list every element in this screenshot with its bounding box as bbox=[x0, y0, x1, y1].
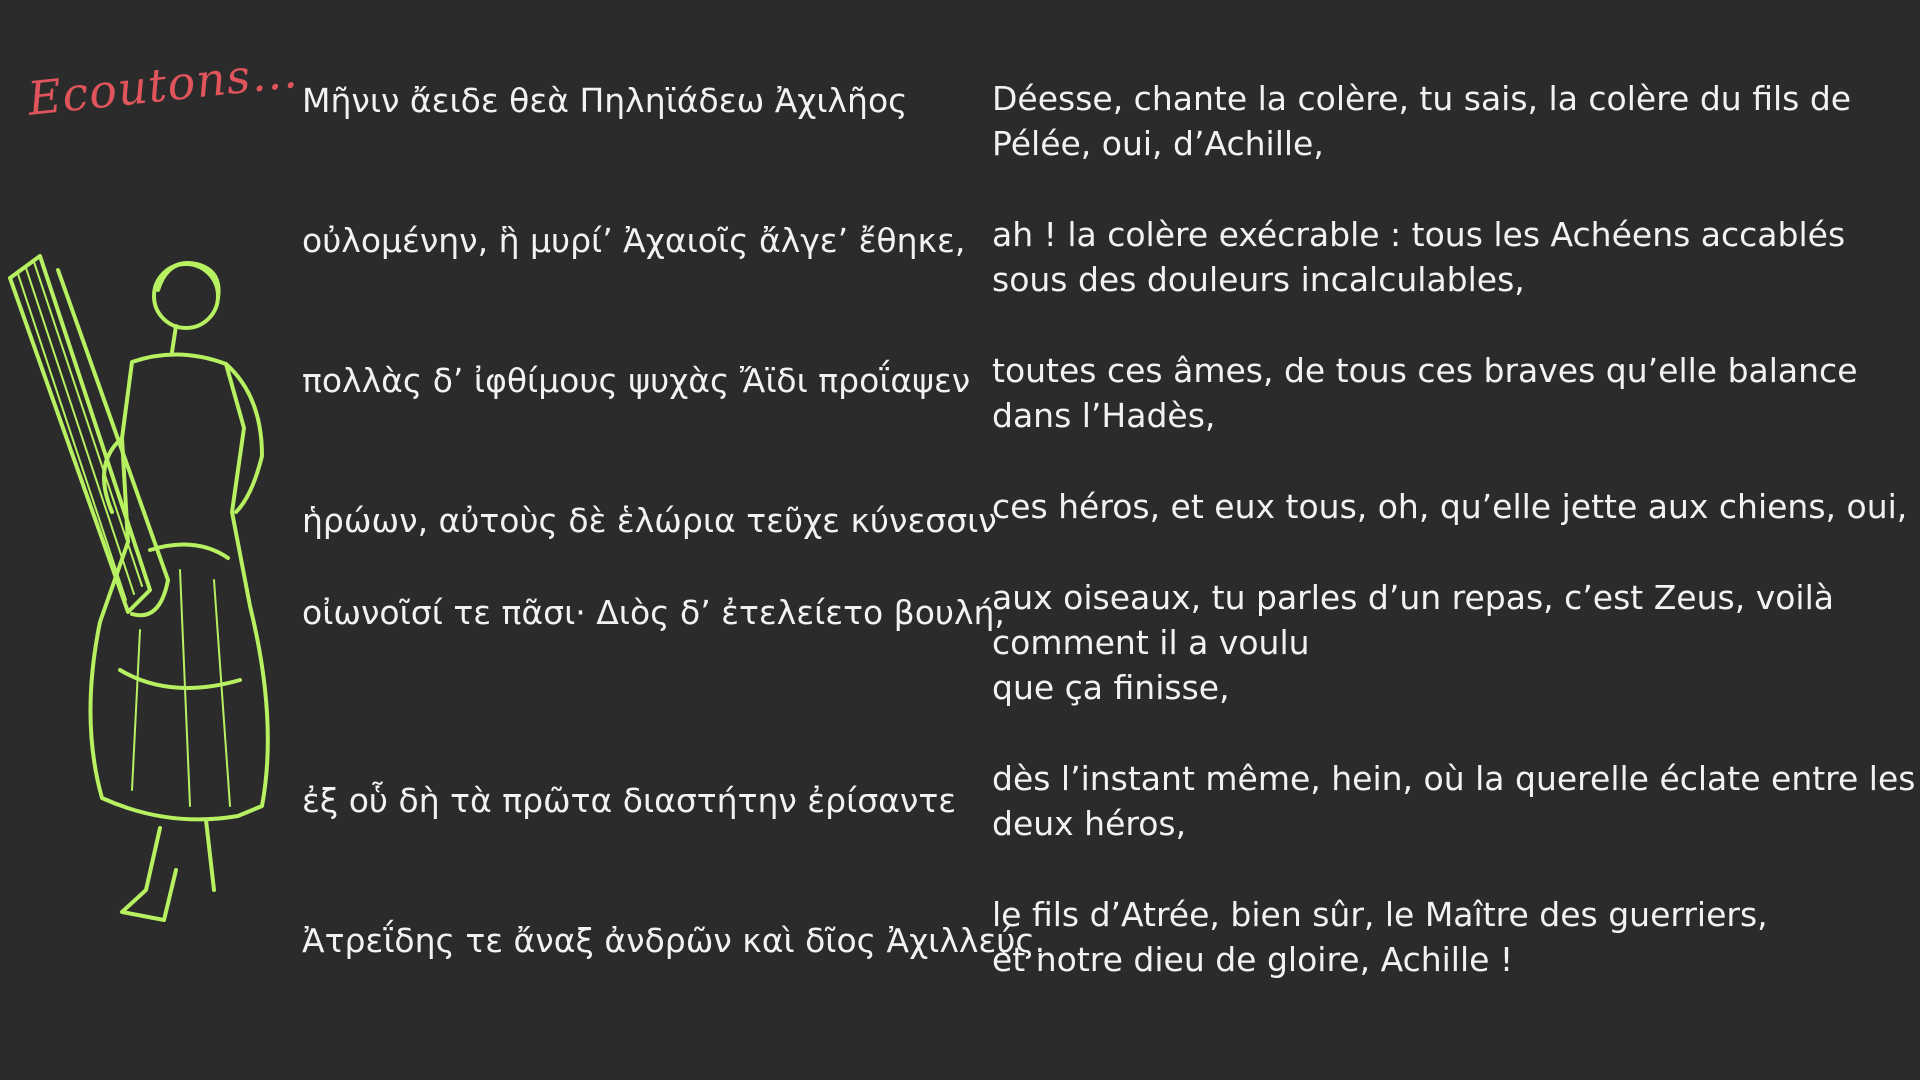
french-verse-5-line-3: que ça finisse, bbox=[992, 668, 1230, 707]
french-verse-7-line-2: et notre dieu de gloire, Achille ! bbox=[992, 940, 1514, 979]
french-verse-2-line-1: ah ! la colère exécrable : tous les Achéens accablés bbox=[992, 215, 1846, 254]
greek-verse-4: ἡρώων, αὐτοὺς δὲ ἑλώρια τεῦχε κύνεσσιν bbox=[302, 501, 997, 540]
greek-verse-2: οὐλομένην, ἣ μυρί’ Ἀχαιοῖς ἄλγε’ ἔθηκε, bbox=[302, 221, 966, 260]
greek-verse-1: Μῆνιν ἄειδε θεὰ Πηληϊάδεω Ἀχιλῆος bbox=[302, 81, 908, 120]
french-verse-2-line-2: sous des douleurs incalculables, bbox=[992, 260, 1525, 299]
french-verse-1-line-2: Pélée, oui, d’Achille, bbox=[992, 124, 1324, 163]
french-verse-3-line-1: toutes ces âmes, de tous ces braves qu’elle balance bbox=[992, 351, 1858, 390]
greek-verse-7: Ἀτρεΐδης τε ἄναξ ἀνδρῶν καὶ δῖος Ἀχιλλεύς. bbox=[302, 921, 1046, 960]
french-verse-3-line-2: dans l’Hadès, bbox=[992, 396, 1216, 435]
greek-verse-3: πολλὰς δ’ ἰφθίμους ψυχὰς Ἄϊδι προΐαψεν bbox=[302, 361, 971, 400]
french-verse-1-line-1: Déesse, chante la colère, tu sais, la colère du fils de bbox=[992, 79, 1852, 118]
french-verse-6-line-1: dès l’instant même, hein, où la querelle éclate entre les bbox=[992, 759, 1916, 798]
page-title: Ecoutons... bbox=[25, 43, 301, 126]
greek-verse-6: ἐξ οὗ δὴ τὰ πρῶτα διαστήτην ἐρίσαντε bbox=[302, 781, 957, 820]
greek-verse-5: οἰωνοῖσί τε πᾶσι· Διὸς δ’ ἐτελείετο βουλή, bbox=[302, 593, 1005, 632]
french-verse-6-line-2: deux héros, bbox=[992, 804, 1187, 843]
lyre-player-statue-icon bbox=[0, 250, 280, 950]
french-verse-4-line-1: ces héros, et eux tous, oh, qu’elle jette aux chiens, oui, bbox=[992, 487, 1908, 526]
french-verse-5-line-2: comment il a voulu bbox=[992, 623, 1310, 662]
french-verse-5-line-1: aux oiseaux, tu parles d’un repas, c’est Zeus, voilà bbox=[992, 578, 1834, 617]
french-verse-7-line-1: le fils d’Atrée, bien sûr, le Maître des guerriers, bbox=[992, 895, 1768, 934]
